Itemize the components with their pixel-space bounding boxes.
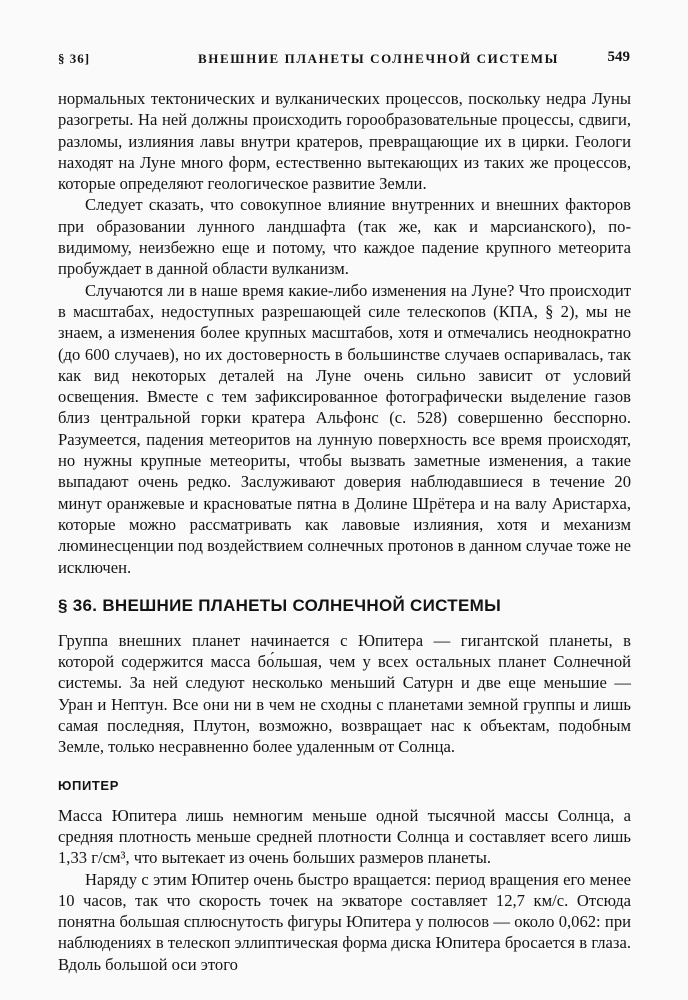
section-heading: § 36. ВНЕШНИЕ ПЛАНЕТЫ СОЛНЕЧНОЙ СИСТЕМЫ bbox=[58, 595, 502, 615]
page-number: 549 bbox=[607, 49, 630, 65]
header-title: ВНЕШНИЕ ПЛАНЕТЫ СОЛНЕЧНОЙ СИСТЕМЫ bbox=[198, 51, 560, 66]
paragraph: Масса Юпитера лишь немногим меньше одной тысячной массы Солнца, а средняя плотность меньше средней плотности Солнца и составляет всего лишь 1,33 г/см³, что вытекает из очень больших размеров планеты. bbox=[58, 805, 631, 868]
paragraph: Группа внешних планет начинается с Юпитера — гигантской планеты, в которой содержится масса бо́льшая, чем у всех остальных планет Солнечной системы. За ней следуют несколько меньший Сатурн и две еще меньшие — Уран и Нептун. Все они ни в чем не сходны с планетами земной группы и лишь самая последняя, Плутон, возможно, возвращает нас к объектам, подобным Земле, только несравненно более удаленным от Солнца. bbox=[58, 630, 631, 757]
running-header bbox=[58, 48, 630, 70]
page-body bbox=[58, 88, 631, 975]
paragraph-continued: нормальных тектонических и вулканических процессов, поскольку недра Луны разогреты. На ней должны происходить горообразовательные процессы, сдвиги, разломы, излияния лавы внутри кратеров, превращающие их в цирки. Геологи находят на Луне много форм, естественно вытекающих из таких же процессов, которые определяют геологическое развитие Земли. bbox=[58, 89, 631, 194]
subsection-heading: ЮПИТЕР bbox=[58, 777, 119, 793]
header-section-ref: § 36] bbox=[58, 51, 91, 66]
paragraph: Случаются ли в наше время какие-либо изменения на Луне? Что происходит в масштабах, недоступных разрешающей силе телескопов (КПА, § 2), мы не знаем, а изменения более крупных масштабов, хотя и отмечались неоднократно (до 600 случаев), но их достоверность в большинстве случаев оспаривалась, так как вид некоторых деталей на Луне очень сильно зависит от условий освещения. Вместе с тем зафиксированное фотографически выделение газов близ центральной горки кратера Альфонс (с. 528) совершенно бесспорно. Разумеется, падения метеоритов на лунную поверхность все время происходят, но нужны крупные метеориты, чтобы вызвать заметные изменения, а такие выпадают очень редко. Заслуживают доверия наблюдавшиеся в течение 20 минут оранжевые и красноватые пятна в Долине Шрётера и на валу Аристарха, которые можно рассматривать как лавовые излияния, хотя и механизм люминесценции под воздействием солнечных протонов в данном случае тоже не исключен. bbox=[58, 280, 631, 577]
paragraph: Наряду с этим Юпитер очень быстро вращается: период вращения его менее 10 часов, так что скорость точек на экваторе составляет 12,7 км/с. Отсюда понятна большая сплюснутость фигуры Юпитера у полюсов — около 0,062: при наблюдениях в телескоп эллиптическая форма диска Юпитера бросается в глаза. Вдоль большой оси этого bbox=[58, 869, 631, 974]
paragraph: Следует сказать, что совокупное влияние внутренних и внешних факторов при образовании лунного ландшафта (так же, как и марсианского), по-видимому, неизбежно еще и потому, что каждое падение крупного метеорита пробуждает в данной области вулканизм. bbox=[58, 195, 631, 279]
